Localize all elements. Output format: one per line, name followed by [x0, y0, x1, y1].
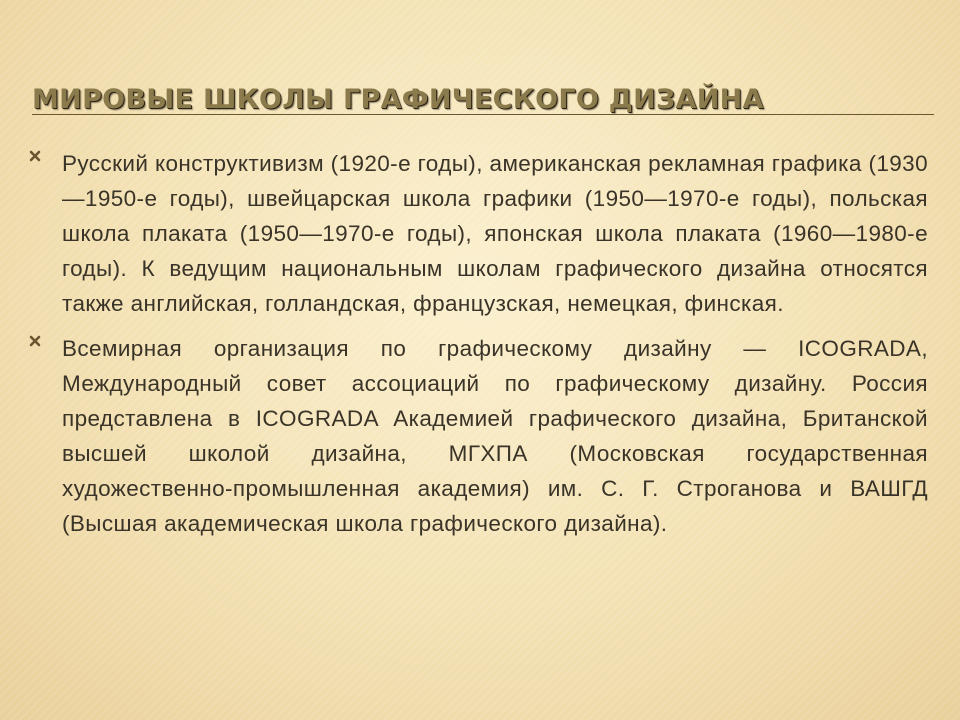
bullet-item [28, 331, 928, 541]
bullet-list [28, 146, 928, 551]
title-area [32, 84, 928, 116]
bullet-item [28, 146, 928, 321]
slide-title: МИРОВЫЕ ШКОЛЫ ГРАФИЧЕСКОГО ДИЗАЙНА [32, 84, 764, 115]
x-bullet-icon [28, 334, 42, 348]
x-bullet-icon [28, 149, 42, 163]
bullet-text: Русский конструктивизм (1920-е годы), американская рекламная графика (1930—1950-е годы), швейцарская школа графики (1950—1970-е годы), польская школа плаката (1950—1970-е годы), японская школа плаката (1960—1980-е годы). К ведущим национальным школам графического дизайна относятся также английская, голландская, французская, немецкая, финская. [62, 151, 928, 316]
title-underline [32, 114, 934, 115]
bullet-text: Всемирная организация по графическому дизайну — ICOGRADA, Международный совет ассоциаций по графическому дизайну. Россия представлена в ICOGRADA Академией графического дизайна, Британской высшей школой дизайна, МГХПА (Московская государственная художественно-промышленная академия) им. С. Г. Строганова и ВАШГД (Высшая академическая школа графического дизайна). [62, 336, 928, 536]
